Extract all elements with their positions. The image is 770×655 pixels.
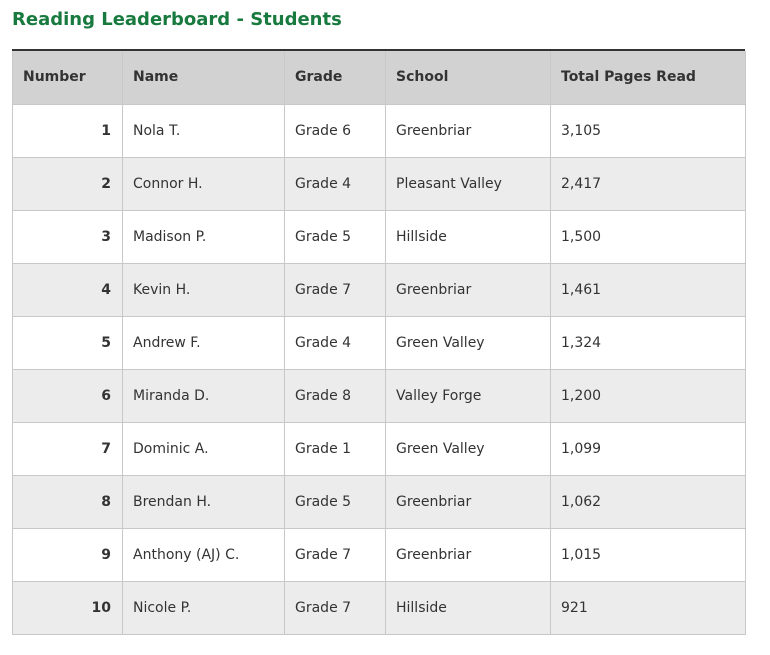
- table-row: [13, 157, 746, 210]
- student-name: Andrew F.: [123, 316, 285, 369]
- student-grade: Grade 7: [285, 528, 386, 581]
- total-pages-read: 1,324: [551, 316, 746, 369]
- student-grade: Grade 7: [285, 263, 386, 316]
- student-grade: Grade 4: [285, 157, 386, 210]
- rank-number: 1: [13, 104, 123, 157]
- column-header-name: Name: [123, 51, 285, 104]
- student-grade: Grade 1: [285, 422, 386, 475]
- student-name: Connor H.: [123, 157, 285, 210]
- rank-number: 4: [13, 263, 123, 316]
- student-name: Nola T.: [123, 104, 285, 157]
- student-grade: Grade 4: [285, 316, 386, 369]
- column-header-school: School: [386, 51, 551, 104]
- total-pages-read: 1,200: [551, 369, 746, 422]
- table-row: [13, 210, 746, 263]
- total-pages-read: 1,500: [551, 210, 746, 263]
- total-pages-read: 1,015: [551, 528, 746, 581]
- table-row: [13, 475, 746, 528]
- student-school: Greenbriar: [386, 263, 551, 316]
- student-name: Dominic A.: [123, 422, 285, 475]
- page-title: Reading Leaderboard - Students: [12, 9, 342, 30]
- student-school: Greenbriar: [386, 475, 551, 528]
- student-school: Green Valley: [386, 422, 551, 475]
- student-school: Greenbriar: [386, 528, 551, 581]
- student-grade: Grade 5: [285, 210, 386, 263]
- rank-number: 9: [13, 528, 123, 581]
- student-school: Hillside: [386, 581, 551, 634]
- table-row: [13, 422, 746, 475]
- total-pages-read: 1,099: [551, 422, 746, 475]
- column-header-number: Number: [13, 51, 123, 104]
- student-school: Greenbriar: [386, 104, 551, 157]
- total-pages-read: 3,105: [551, 104, 746, 157]
- student-school: Valley Forge: [386, 369, 551, 422]
- leaderboard-table: [12, 51, 746, 635]
- student-name: Miranda D.: [123, 369, 285, 422]
- student-name: Anthony (AJ) C.: [123, 528, 285, 581]
- table-row: [13, 263, 746, 316]
- student-grade: Grade 8: [285, 369, 386, 422]
- table-row: [13, 369, 746, 422]
- student-name: Nicole P.: [123, 581, 285, 634]
- rank-number: 10: [13, 581, 123, 634]
- table-header: [13, 51, 746, 104]
- student-name: Kevin H.: [123, 263, 285, 316]
- column-header-total-pages-read: Total Pages Read: [551, 51, 746, 104]
- student-school: Hillside: [386, 210, 551, 263]
- total-pages-read: 2,417: [551, 157, 746, 210]
- rank-number: 3: [13, 210, 123, 263]
- header-row: [13, 51, 746, 104]
- total-pages-read: 1,062: [551, 475, 746, 528]
- student-grade: Grade 6: [285, 104, 386, 157]
- student-grade: Grade 5: [285, 475, 386, 528]
- rank-number: 5: [13, 316, 123, 369]
- table-row: [13, 528, 746, 581]
- table-row: [13, 316, 746, 369]
- student-school: Pleasant Valley: [386, 157, 551, 210]
- total-pages-read: 921: [551, 581, 746, 634]
- table-row: [13, 104, 746, 157]
- rank-number: 7: [13, 422, 123, 475]
- rank-number: 2: [13, 157, 123, 210]
- total-pages-read: 1,461: [551, 263, 746, 316]
- rank-number: 8: [13, 475, 123, 528]
- student-name: Brendan H.: [123, 475, 285, 528]
- rank-number: 6: [13, 369, 123, 422]
- column-header-grade: Grade: [285, 51, 386, 104]
- student-school: Green Valley: [386, 316, 551, 369]
- student-grade: Grade 7: [285, 581, 386, 634]
- student-name: Madison P.: [123, 210, 285, 263]
- table-row: [13, 581, 746, 634]
- table-body: [13, 104, 746, 634]
